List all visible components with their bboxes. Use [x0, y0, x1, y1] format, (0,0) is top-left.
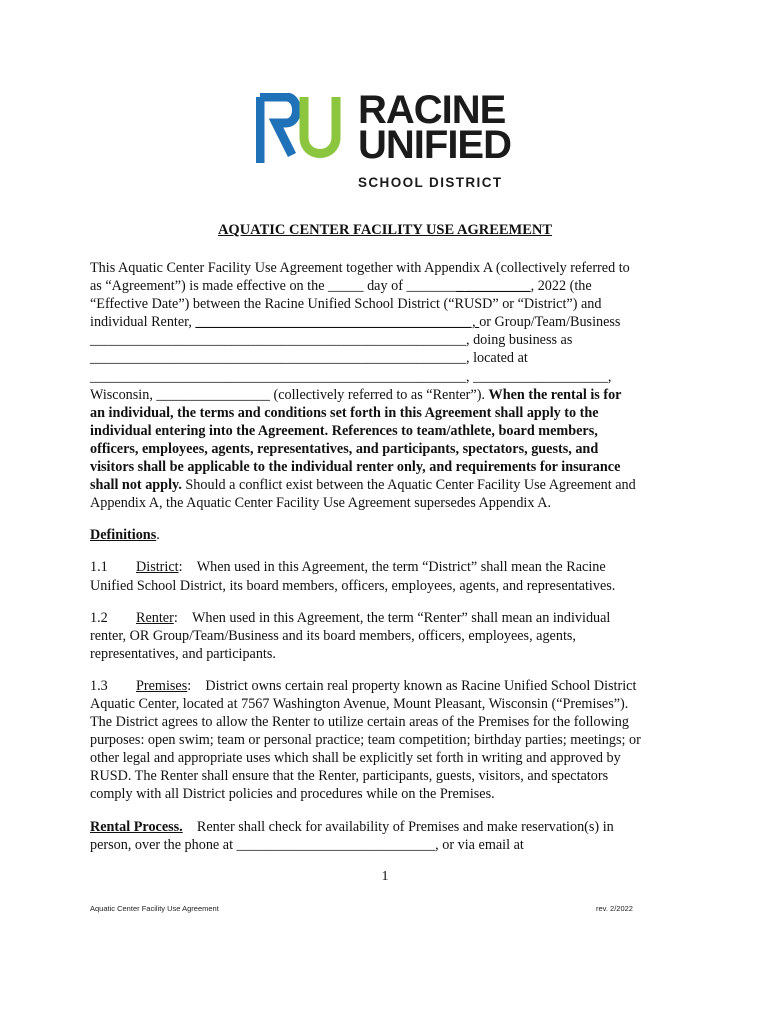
- definition-renter: [90, 609, 682, 663]
- ru-logo-mark: [256, 93, 344, 165]
- intro-line: This Aquatic Center Facility Use Agreement together with Appendix A (collectively referred to: [90, 260, 630, 276]
- intro-line: _____________________________________________________, located at: [90, 350, 528, 367]
- intro-line: , 2022 (the: [530, 278, 592, 295]
- definitions-heading-text: Definitions: [90, 527, 157, 544]
- definition-line: comply with all District policies and procedures while on the Premises.: [90, 786, 495, 803]
- defined-term: District: [136, 559, 179, 576]
- intro-line: _____________________________________________________, doing business as: [90, 332, 573, 349]
- logo-line-racine: RACINE: [358, 88, 506, 132]
- intro-line: as “Agreement”) is made effective on the _____ day of _______: [90, 278, 457, 295]
- rental-line: Renter shall check for availability of Premises and make reservation(s) in: [196, 818, 614, 835]
- definition-line: The District agrees to allow the Renter to utilize certain areas of the Premises for the following: [90, 714, 629, 731]
- intro-bold-line: officers, employees, agents, representatives, and participants, spectators, guests, and: [90, 440, 599, 457]
- rental-line: person, over the phone at ____________________________, or via email at: [90, 836, 524, 853]
- definition-line: Unified School District, its board members, officers, employees, agents, and representatives.: [90, 577, 616, 594]
- intro-line: _____________________________________________________, ___________________,: [90, 368, 612, 385]
- definitions-heading: [90, 526, 682, 544]
- intro-line: Wisconsin, ________________ (collectively referred to as “Renter”).: [90, 386, 489, 403]
- definition-premises: [90, 677, 682, 804]
- definitions-heading-dot: .: [156, 527, 160, 544]
- section-number: 1.2: [90, 609, 108, 626]
- intro-line: “Effective Date”) between the Racine Unified School District (“RUSD” or “District”) and: [90, 296, 602, 313]
- definition-line: RUSD. The Renter shall ensure that the Renter, participants, guests, visitors, and spectators: [90, 768, 609, 785]
- term-colon: :: [187, 677, 192, 694]
- intro-bold-line: When the rental is for: [488, 386, 622, 403]
- intro-bold-line: individual entering into the Agreement. References to team/athlete, board members,: [90, 422, 598, 439]
- definition-district: [90, 558, 682, 594]
- intro-paragraph: [90, 259, 682, 512]
- section-number: 1.3: [90, 677, 108, 694]
- intro-line: or Group/Team/Business: [479, 314, 621, 331]
- intro-bold-line: an individual, the terms and conditions set forth in this Agreement shall apply to the: [90, 404, 599, 421]
- term-colon: :: [178, 559, 183, 576]
- defined-term: Renter: [136, 609, 174, 626]
- footer-document-name: Aquatic Center Facility Use Agreement: [90, 904, 219, 913]
- definition-line: Aquatic Center, located at 7567 Washington Avenue, Mount Pleasant, Wisconsin (“Premises”).: [90, 695, 629, 712]
- definition-line: When used in this Agreement, the term “Renter” shall mean an individual: [191, 609, 611, 626]
- definition-line: When used in this Agreement, the term “District” shall mean the Racine: [196, 559, 606, 576]
- logo-wordmark: [358, 88, 518, 191]
- definition-line: District owns certain real property known as Racine Unified School District: [205, 677, 637, 694]
- date-blank: _ _________: [456, 278, 531, 295]
- intro-line: Appendix A, the Aquatic Center Facility Use Agreement supersedes Appendix A.: [90, 495, 552, 512]
- rental-process-heading: Rental Process.: [90, 818, 183, 835]
- document-title: AQUATIC CENTER FACILITY USE AGREEMENT: [217, 222, 553, 238]
- intro-line: Should a conflict exist between the Aquatic Center Facility Use Agreement and: [181, 477, 636, 494]
- defined-term: Premises: [136, 677, 188, 694]
- section-number: 1.1: [90, 559, 108, 576]
- intro-bold-line: visitors shall be applicable to the individual renter only, and requirements for insurance: [90, 459, 621, 476]
- renter-name-blank: _______________________________________,: [195, 314, 480, 331]
- agreement-body: [90, 259, 682, 868]
- term-colon: :: [173, 609, 178, 626]
- logo-line-unified: UNIFIED: [358, 123, 511, 167]
- definition-line: purposes: open swim; team or personal practice; team competition; birthday parties; meetings; or: [90, 732, 641, 749]
- footer-revision: rev. 2/2022: [596, 904, 633, 913]
- rental-process-paragraph: [90, 818, 682, 854]
- logo-line-school-district: SCHOOL DISTRICT: [358, 175, 503, 190]
- definition-line: other legal and appropriate uses which shall be explicitly set forth in writing and approved by: [90, 750, 621, 767]
- page-number: 1: [381, 869, 389, 884]
- intro-line: individual Renter,: [90, 314, 196, 331]
- definition-line: representatives, and participants.: [90, 645, 276, 662]
- intro-bold-line: shall not apply.: [90, 477, 182, 494]
- district-logo: [256, 88, 518, 190]
- definition-line: renter, OR Group/Team/Business and its board members, officers, employees, agents,: [90, 627, 576, 644]
